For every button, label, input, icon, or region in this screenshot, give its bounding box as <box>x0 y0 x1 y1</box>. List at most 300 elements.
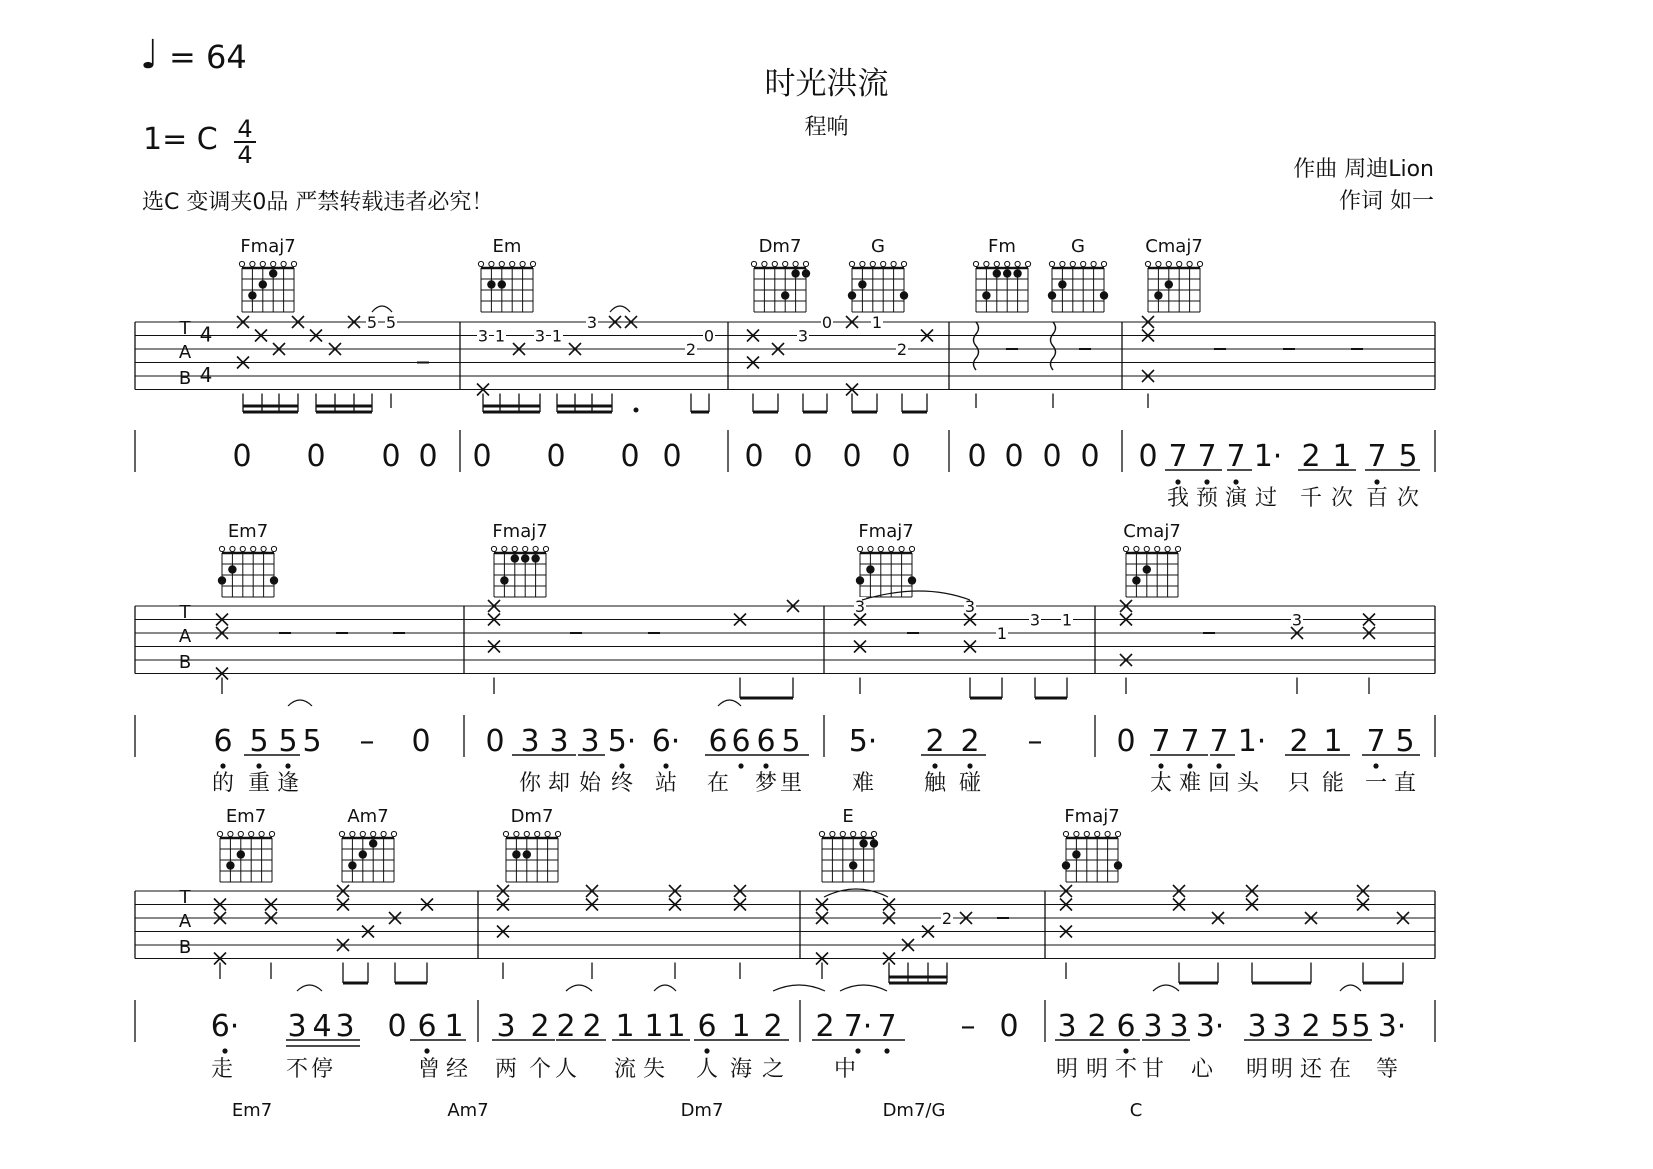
jianpu-note: 3 <box>1143 1009 1163 1044</box>
open-string-marker <box>478 261 483 266</box>
open-string-marker <box>530 261 535 266</box>
lyric-char: 人 <box>554 1057 578 1082</box>
open-string-marker <box>1187 261 1192 266</box>
jianpu-note: 0 <box>546 439 566 474</box>
jianpu-note: 0 <box>967 439 987 474</box>
jianpu-note: 7 <box>1151 724 1171 759</box>
tie-arc <box>1340 985 1361 991</box>
open-string-marker <box>1005 261 1010 266</box>
jianpu-note: 2 <box>763 1009 783 1044</box>
jianpu-note: 2 <box>582 1009 602 1044</box>
open-string-marker <box>819 831 824 836</box>
jianpu-note: 0 <box>1080 439 1100 474</box>
open-string-marker <box>371 831 376 836</box>
tab-fret-number: 3 <box>797 326 809 346</box>
jianpu-note: 3 <box>1057 1009 1077 1044</box>
open-string-marker <box>1081 261 1086 266</box>
finger-dot <box>908 576 916 584</box>
octave-dot <box>619 763 624 768</box>
tab-fret-number: 1 <box>551 326 563 346</box>
lyric-char: 之 <box>761 1057 785 1082</box>
finger-dot <box>993 269 1001 277</box>
finger-dot <box>1154 291 1162 299</box>
lyric-char: 次 <box>1396 486 1420 511</box>
jianpu-note: 5 <box>781 724 801 759</box>
finger-dot <box>982 291 990 299</box>
jianpu-note: 7 <box>1209 724 1229 759</box>
tie-arc <box>610 306 630 312</box>
artist-name: 程响 <box>804 115 849 140</box>
jianpu-note: 3· <box>1195 1009 1225 1044</box>
octave-dot <box>222 1048 227 1053</box>
lyric-char: 心 <box>1190 1057 1214 1082</box>
jianpu-note: 4 <box>312 1009 332 1044</box>
open-string-marker <box>973 261 978 266</box>
chord-name: Dm7 <box>510 806 554 827</box>
jianpu-note: 5· <box>607 724 637 759</box>
jianpu-note: 5 <box>278 724 298 759</box>
chord-diagram <box>973 236 1030 312</box>
open-string-marker <box>909 546 914 551</box>
open-string-marker <box>217 831 222 836</box>
jianpu-note: 0 <box>891 439 911 474</box>
tie-arc <box>862 591 970 600</box>
open-string-marker <box>861 831 866 836</box>
jianpu-note: 5 <box>1398 439 1418 474</box>
lyric-char: 不 <box>285 1057 309 1082</box>
open-string-marker <box>1015 261 1020 266</box>
jianpu-note: 5 <box>1395 724 1415 759</box>
chord-name: Em7 <box>225 806 267 827</box>
open-string-marker <box>510 261 515 266</box>
dotted-note <box>634 408 639 413</box>
time-signature-denominator: 4 <box>237 141 253 169</box>
open-string-marker <box>491 546 496 551</box>
lyric-char: 在 <box>1328 1057 1352 1082</box>
jianpu-note: 3 <box>287 1009 307 1044</box>
finger-dot <box>856 576 864 584</box>
tab-fret-number: 0 <box>703 326 715 346</box>
lyric-char: 梦 <box>754 771 778 796</box>
jianpu-note: 2 <box>960 724 980 759</box>
open-string-marker <box>381 831 386 836</box>
tab-clef-b: B <box>178 937 192 958</box>
octave-dot <box>738 763 743 768</box>
finger-dot <box>228 565 236 573</box>
open-string-marker <box>1105 831 1110 836</box>
octave-dot <box>855 1048 860 1053</box>
jianpu-note: 7 <box>1366 724 1386 759</box>
finger-dot <box>511 554 519 562</box>
chord-diagram <box>491 521 548 597</box>
jianpu-note: – <box>1027 724 1043 759</box>
chord-diagram <box>478 236 535 312</box>
open-string-marker <box>533 546 538 551</box>
open-string-marker <box>543 546 548 551</box>
lyric-char: 在 <box>706 771 730 796</box>
lyric-char: 难 <box>1178 771 1202 796</box>
octave-dot <box>1374 479 1379 484</box>
octave-dot <box>1187 763 1192 768</box>
octave-dot <box>1123 1048 1128 1053</box>
chord-name: Fmaj7 <box>492 521 548 542</box>
open-string-marker <box>1155 546 1160 551</box>
jianpu-note: 6 <box>756 724 776 759</box>
tab-time-numerator: 4 <box>199 322 213 347</box>
jianpu-note: 7 <box>1197 439 1217 474</box>
open-string-marker <box>1074 831 1079 836</box>
chord-name: Em7 <box>227 521 269 542</box>
finger-dot <box>849 861 857 869</box>
chord-diagram <box>1048 236 1108 312</box>
jianpu-note: 7· <box>843 1009 873 1044</box>
open-string-marker <box>783 261 788 266</box>
lyric-char: 一 <box>1364 771 1388 796</box>
tab-fret-number: 3 <box>534 326 546 346</box>
lyric-char: 还 <box>1299 1057 1323 1082</box>
jianpu-note: 5 <box>249 724 269 759</box>
tab-clef-t: T <box>179 318 191 339</box>
lyric-char: 经 <box>445 1057 469 1082</box>
finger-dot <box>1114 861 1122 869</box>
finger-dot <box>348 861 356 869</box>
open-string-marker <box>240 546 245 551</box>
jianpu-note: 2 <box>1301 439 1321 474</box>
open-string-marker <box>503 831 508 836</box>
chord-name: Em <box>492 236 522 257</box>
jianpu-note: 1 <box>1323 724 1343 759</box>
open-string-marker <box>339 831 344 836</box>
jianpu-note: 1· <box>1253 439 1283 474</box>
finger-dot <box>1165 280 1173 288</box>
lyric-char: 始 <box>578 771 602 796</box>
jianpu-note: 1 <box>731 1009 751 1044</box>
open-string-marker <box>259 831 264 836</box>
open-string-marker <box>545 831 550 836</box>
open-string-marker <box>849 261 854 266</box>
finger-dot <box>523 850 531 858</box>
chord-name: Cmaj7 <box>1123 521 1181 542</box>
lyric-char: 中 <box>833 1057 857 1082</box>
chord-name: Dm7 <box>680 1100 724 1121</box>
open-string-marker <box>1060 261 1065 266</box>
tab-clef-a: A <box>178 911 192 932</box>
octave-dot <box>256 763 261 768</box>
chord-diagram <box>819 806 878 882</box>
jianpu-note: 1 <box>615 1009 635 1044</box>
tie-arc <box>773 985 825 991</box>
finger-dot <box>1143 565 1151 573</box>
jianpu-note: 3 <box>1247 1009 1267 1044</box>
jianpu-note: 5 <box>1351 1009 1371 1044</box>
octave-dot <box>1233 479 1238 484</box>
jianpu-note: 2 <box>1087 1009 1107 1044</box>
open-string-marker <box>502 546 507 551</box>
jianpu-note: 1 <box>1332 439 1352 474</box>
lyric-char: 触 <box>923 771 947 796</box>
jianpu-note: 2 <box>1289 724 1309 759</box>
open-string-marker <box>870 261 875 266</box>
tab-fret-number: 5 <box>366 313 378 332</box>
tab-fret-number: 1 <box>494 326 506 346</box>
tab-fret-number: 3 <box>1029 610 1041 630</box>
lyric-char: 回 <box>1207 771 1231 796</box>
octave-dot <box>424 1048 429 1053</box>
open-string-marker <box>555 831 560 836</box>
lyric-char: 里 <box>779 771 803 796</box>
finger-dot <box>791 269 799 277</box>
jianpu-note: 1 <box>444 1009 464 1044</box>
finger-dot <box>802 269 810 277</box>
jianpu-note: 5 <box>302 724 322 759</box>
jianpu-note: 3 <box>496 1009 516 1044</box>
jianpu-note: 2 <box>556 1009 576 1044</box>
finger-dot <box>866 565 874 573</box>
tab-fret-number: 1 <box>996 624 1008 643</box>
octave-dot <box>1216 763 1221 768</box>
tie-arc <box>1153 985 1179 991</box>
open-string-marker <box>1134 546 1139 551</box>
octave-dot <box>1175 479 1180 484</box>
open-string-marker <box>1084 831 1089 836</box>
open-string-marker <box>228 831 233 836</box>
open-string-marker <box>499 261 504 266</box>
open-string-marker <box>889 546 894 551</box>
jianpu-note: 0 <box>472 439 492 474</box>
open-string-marker <box>860 261 865 266</box>
finger-dot <box>259 280 267 288</box>
lyric-char: 能 <box>1321 771 1345 796</box>
finger-dot <box>859 839 867 847</box>
finger-dot <box>521 554 529 562</box>
chord-name: Em7 <box>231 1100 273 1121</box>
open-string-marker <box>350 831 355 836</box>
open-string-marker <box>250 261 255 266</box>
open-string-marker <box>1101 261 1106 266</box>
jianpu-note: 0 <box>1042 439 1062 474</box>
lyric-char: 站 <box>654 771 678 796</box>
tab-clef-b: B <box>178 368 192 389</box>
composer-credit: 作曲 周迪Lion <box>1293 157 1434 182</box>
chord-name: G <box>1071 236 1085 257</box>
open-string-marker <box>772 261 777 266</box>
chord-name: Fm <box>988 236 1016 257</box>
jianpu-note: 1· <box>1237 724 1267 759</box>
finger-dot <box>781 291 789 299</box>
tempo-value: = 64 <box>169 38 247 76</box>
chord-diagram <box>218 521 278 597</box>
octave-dot <box>1204 479 1209 484</box>
finger-dot <box>237 850 245 858</box>
finger-dot <box>531 554 539 562</box>
jianpu-note: 7 <box>1168 439 1188 474</box>
open-string-marker <box>1063 831 1068 836</box>
open-string-marker <box>360 831 365 836</box>
tab-fret-number: 2 <box>896 340 908 359</box>
lyric-char: 次 <box>1330 486 1354 511</box>
tab-fret-number: 5 <box>385 313 397 332</box>
open-string-marker <box>762 261 767 266</box>
jianpu-note: 0 <box>418 439 438 474</box>
jianpu-note: 0 <box>793 439 813 474</box>
tie-arc <box>718 700 741 706</box>
open-string-marker <box>520 261 525 266</box>
jianpu-note: 3· <box>1377 1009 1407 1044</box>
open-string-marker <box>391 831 396 836</box>
open-string-marker <box>878 546 883 551</box>
open-string-marker <box>281 261 286 266</box>
open-string-marker <box>269 831 274 836</box>
lyric-char: 停 <box>310 1057 334 1082</box>
open-string-marker <box>1144 546 1149 551</box>
lyric-char: 演 <box>1224 486 1248 511</box>
open-string-marker <box>899 546 904 551</box>
finger-dot <box>218 576 226 584</box>
jianpu-note: 3 <box>1169 1009 1189 1044</box>
tab-time-denominator: 4 <box>199 363 213 387</box>
open-string-marker <box>230 546 235 551</box>
tab-clef-a: A <box>178 626 192 647</box>
chord-diagram <box>1062 806 1122 882</box>
open-string-marker <box>239 261 244 266</box>
octave-dot <box>884 1048 889 1053</box>
open-string-marker <box>535 831 540 836</box>
finger-dot <box>269 269 277 277</box>
finger-dot <box>1003 269 1011 277</box>
open-string-marker <box>751 261 756 266</box>
jianpu-note: 6 <box>417 1009 437 1044</box>
jianpu-note: 1 <box>644 1009 664 1044</box>
open-string-marker <box>523 546 528 551</box>
lyric-char: 百 <box>1365 486 1389 511</box>
tie-arc <box>824 889 888 897</box>
chord-name: Cmaj7 <box>1145 236 1203 257</box>
open-string-marker <box>251 546 256 551</box>
jianpu-note: 0 <box>232 439 252 474</box>
open-string-marker <box>291 261 296 266</box>
jianpu-note: 3 <box>580 724 600 759</box>
jianpu-note: 3 <box>335 1009 355 1044</box>
jianpu-note: 6 <box>731 724 751 759</box>
jianpu-note: 0 <box>620 439 640 474</box>
finger-dot <box>900 291 908 299</box>
finger-dot <box>487 280 495 288</box>
lyric-char: 明 <box>1055 1057 1079 1082</box>
lyric-char: 明 <box>1245 1057 1269 1082</box>
chord-diagram <box>1145 236 1203 312</box>
lyric-char: 千 <box>1299 486 1323 511</box>
lyric-char: 不 <box>1114 1057 1138 1082</box>
open-string-marker <box>260 261 265 266</box>
open-string-marker <box>1123 546 1128 551</box>
tab-fret-number: 2 <box>685 340 697 359</box>
tie-arc <box>654 985 676 991</box>
lyric-char: 终 <box>610 771 634 796</box>
lyric-char: 却 <box>547 771 571 796</box>
open-string-marker <box>881 261 886 266</box>
lyric-char: 明 <box>1085 1057 1109 1082</box>
chord-diagram <box>1123 521 1181 597</box>
lyric-char: 失 <box>642 1057 666 1082</box>
jianpu-note: 5 <box>1330 1009 1350 1044</box>
finger-dot <box>1132 576 1140 584</box>
open-string-marker <box>857 546 862 551</box>
finger-dot <box>1062 861 1070 869</box>
capo-note: 选C 变调夹0品 严禁转载违者必究！ <box>142 190 494 215</box>
tab-fret-number: 0 <box>821 313 833 332</box>
jianpu-note: 0 <box>1138 439 1158 474</box>
jianpu-note: 3 <box>1272 1009 1292 1044</box>
chord-diagram <box>856 521 916 597</box>
song-title: 时光洪流 <box>764 66 889 102</box>
jianpu-note: 2 <box>925 724 945 759</box>
tab-fret-number: 3 <box>477 326 489 346</box>
tab-fret-number: 1 <box>1061 610 1073 630</box>
finger-dot <box>1048 291 1056 299</box>
lyricist-credit: 作词 如一 <box>1339 189 1434 214</box>
jianpu-note: 0 <box>999 1009 1019 1044</box>
jianpu-note: 2 <box>530 1009 550 1044</box>
lyric-char: 逢 <box>276 771 300 796</box>
lyric-char: 的 <box>211 771 235 796</box>
finger-dot <box>1072 850 1080 858</box>
chord-name: E <box>842 806 854 827</box>
lyric-char: 只 <box>1287 771 1311 796</box>
lyric-char: 走 <box>210 1057 234 1082</box>
jianpu-note: 0 <box>387 1009 407 1044</box>
octave-dot <box>1158 763 1163 768</box>
open-string-marker <box>1091 261 1096 266</box>
tie-arc <box>840 985 887 991</box>
chord-diagram <box>751 236 810 312</box>
chord-diagram <box>217 806 274 882</box>
chord-name: Am7 <box>347 806 389 827</box>
open-string-marker <box>249 831 254 836</box>
chord-name: Fmaj7 <box>858 521 914 542</box>
jianpu-note: 0 <box>1116 724 1136 759</box>
open-string-marker <box>1095 831 1100 836</box>
chord-diagram <box>339 806 396 882</box>
lyric-char: 难 <box>851 771 875 796</box>
chord-diagram <box>239 236 296 312</box>
jianpu-note: 6· <box>651 724 681 759</box>
open-string-marker <box>1177 261 1182 266</box>
finger-dot <box>1100 291 1108 299</box>
jianpu-note: 6 <box>213 724 233 759</box>
lyric-char: 海 <box>729 1057 753 1082</box>
octave-dot <box>1373 763 1378 768</box>
lyric-char: 我 <box>1166 486 1190 511</box>
open-string-marker <box>1165 546 1170 551</box>
chord-name: Am7 <box>447 1100 489 1121</box>
octave-dot <box>704 1048 709 1053</box>
lyric-char: 你 <box>518 771 542 796</box>
open-string-marker <box>512 546 517 551</box>
lyric-char: 重 <box>247 771 271 796</box>
jianpu-note: 2 <box>1301 1009 1321 1044</box>
quarter-note-icon: ♩ <box>140 32 159 78</box>
lyric-char: 碰 <box>958 771 982 796</box>
jianpu-note: 6 <box>697 1009 717 1044</box>
open-string-marker <box>271 546 276 551</box>
jianpu-note: 7 <box>877 1009 897 1044</box>
open-string-marker <box>868 546 873 551</box>
open-string-marker <box>271 261 276 266</box>
lyric-char: 两 <box>494 1057 518 1082</box>
tie-arc <box>297 985 322 991</box>
chord-name: Dm7 <box>758 236 802 257</box>
jianpu-note: 7 <box>1226 439 1246 474</box>
